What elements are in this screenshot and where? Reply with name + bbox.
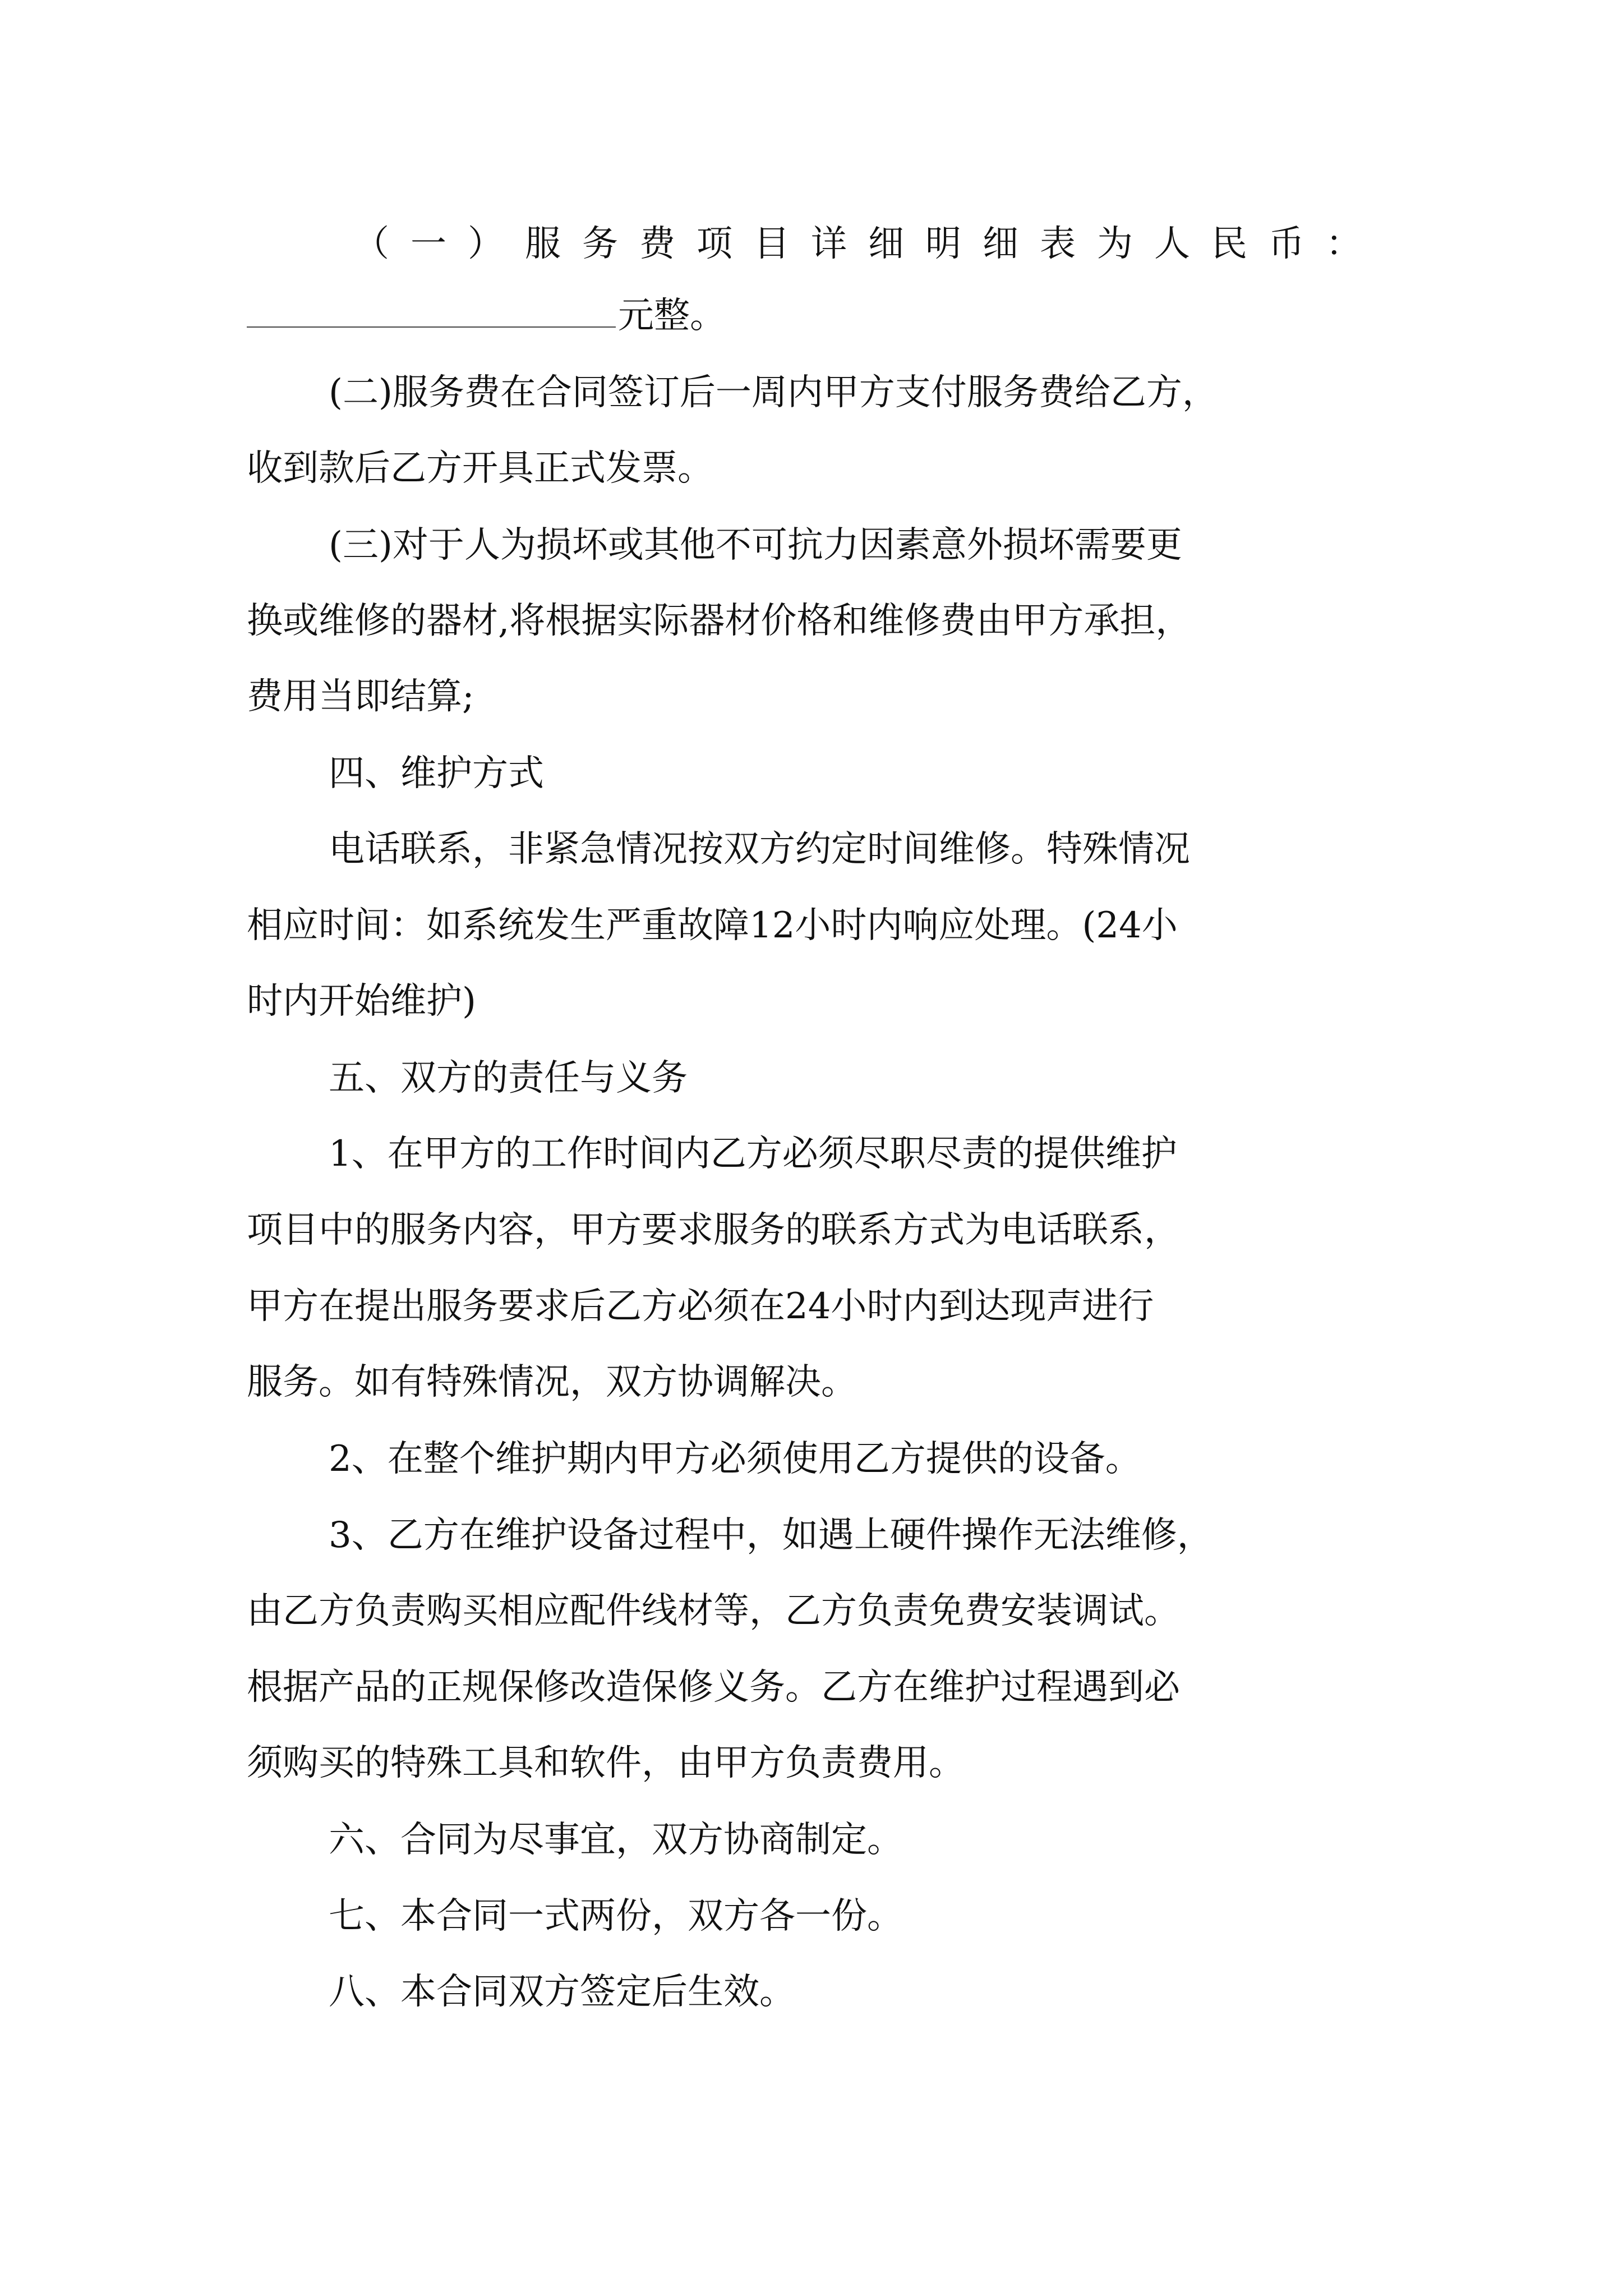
clause-1-line-2	[247, 291, 726, 341]
amount-blank[interactable]	[247, 293, 616, 328]
duty-1-line-3: 甲方在提出服务要求后乙方必须在24小时内到达现声进行	[247, 1286, 1154, 1327]
duty-3-line-2: 由乙方负责购买相应配件线材等，乙方负责免费安装调试。	[247, 1590, 1180, 1632]
clause-1-line-1: （一）服务费项目详细明细表为人民币：	[353, 223, 1383, 265]
clause-1-amount-suffix: 元整。	[618, 295, 726, 337]
clause-3-line-2: 换或维修的器材,将根据实际器材价格和维修费由甲方承担，	[247, 600, 1192, 642]
duty-2-line-1: 2、在整个维护期内甲方必须使用乙方提供的设备。	[329, 1438, 1141, 1480]
section-6: 六、合同为尽事宜，双方协商制定。	[329, 1819, 903, 1861]
clause-2-line-2: 收到款后乙方开具正式发票。	[247, 448, 713, 489]
section-8: 八、本合同双方签定后生效。	[329, 1971, 795, 2013]
section-5-heading: 五、双方的责任与义务	[329, 1057, 688, 1099]
duty-1-line-2: 项目中的服务内容，甲方要求服务的联系方式为电话联系，	[247, 1209, 1180, 1251]
section-4-line-2: 相应时间：如系统发生严重故障12小时内响应处理。(24小	[247, 905, 1178, 946]
section-7: 七、本合同一式两份，双方各一份。	[329, 1895, 903, 1937]
section-4-line-1: 电话联系，非紧急情况按双方约定时间维修。特殊情况	[329, 829, 1190, 870]
clause-2-line-1: (二)服务费在合同签订后一周内甲方支付服务费给乙方，	[329, 372, 1218, 413]
section-4-heading: 四、维护方式	[329, 753, 544, 794]
clause-3-line-3: 费用当即结算;	[247, 676, 474, 717]
duty-3-line-3: 根据产品的正规保修改造保修义务。乙方在维护过程遇到必	[247, 1667, 1180, 1708]
section-4-line-3: 时内开始维护)	[247, 981, 476, 1022]
duty-1-line-1: 1、在甲方的工作时间内乙方必须尽职尽责的提供维护	[329, 1133, 1177, 1175]
duty-3-line-1: 3、乙方在维护设备过程中，如遇上硬件操作无法维修，	[329, 1515, 1213, 1556]
clause-3-line-1: (三)对于人为损坏或其他不可抗力因素意外损坏需要更	[329, 524, 1182, 566]
duty-1-line-4: 服务。如有特殊情况，双方协调解决。	[247, 1361, 857, 1403]
duty-3-line-4: 须购买的特殊工具和软件，由甲方负责费用。	[247, 1742, 965, 1784]
